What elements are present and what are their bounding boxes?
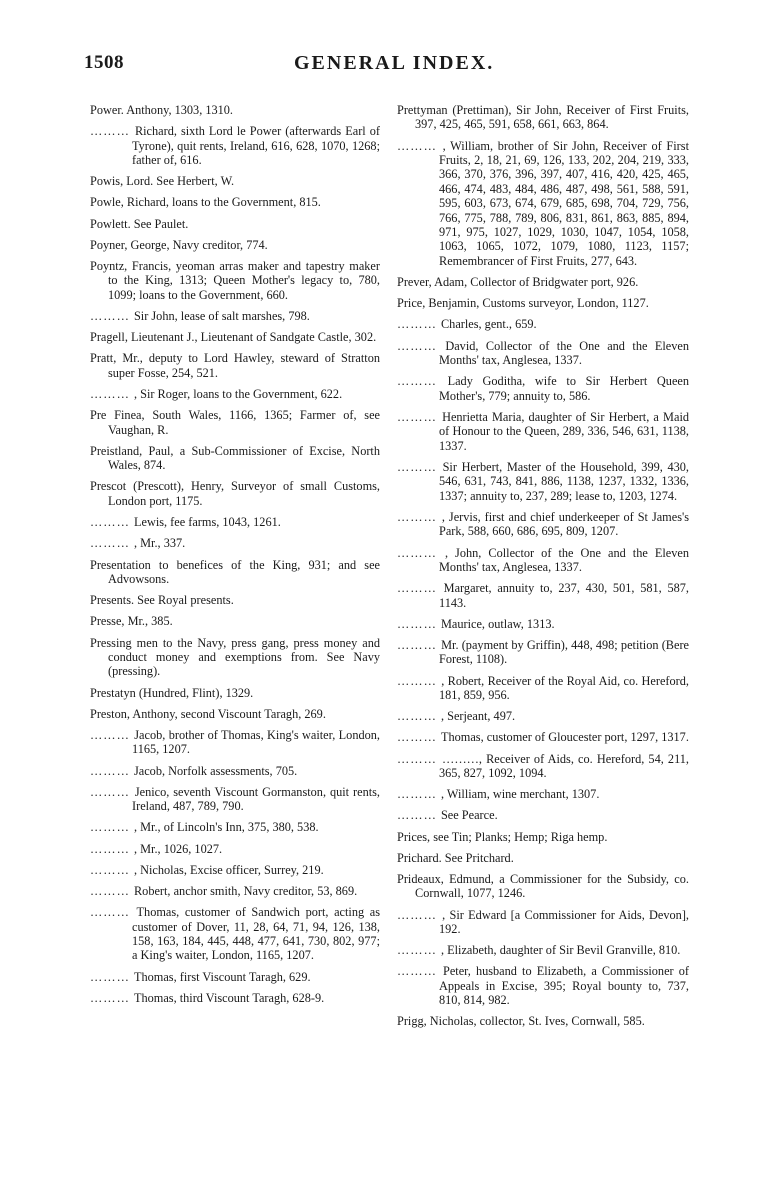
index-subentry: ……… Sir John, lease of salt marshes, 798. (90, 309, 380, 323)
index-subentry: ……… Thomas, third Viscount Taragh, 628-9. (90, 991, 380, 1005)
index-entry: Preston, Anthony, second Viscount Taragh, 269. (90, 706, 326, 721)
index-subentry: ……… , Sir Edward [a Commissioner for Aids, Devon], 192. (397, 908, 689, 937)
index-subentry: ……… Peter, husband to Elizabeth, a Commissioner of Appeals in Excise, 395; Royal bounty to, 737, 810, 814, 982. (397, 964, 689, 1007)
running-title: GENERAL INDEX. (294, 52, 495, 74)
index-entry: Prichard. See Pritchard. (397, 850, 514, 865)
index-entry: Poyntz, Francis, yeoman arras maker and tapestry maker to the King, 1313; Queen Mother's legacy to, 780, 1099; loans to the Government, 660. (90, 259, 380, 302)
index-subentry: ……… Thomas, customer of Sandwich port, acting as customer of Dover, 11, 28, 64, 71, 94, 126, 138, 158, 163, 184, 445, 448, 477, 641, 730, 802, 977; a King's waiter, London, 1165, 1207. (90, 905, 380, 963)
index-subentry: ……… ………, Receiver of Aids, co. Hereford, 54, 211, 365, 827, 1092, 1094. (397, 752, 689, 781)
index-subentry: ……… Jacob, brother of Thomas, King's waiter, London, 1165, 1207. (90, 728, 380, 757)
index-subentry: ……… Henrietta Maria, daughter of Sir Herbert, a Maid of Honour to the Queen, 289, 336, 546, 631, 1138, 1337. (397, 410, 689, 453)
index-subentry: ……… Lady Goditha, wife to Sir Herbert Queen Mother's, 779; annuity to, 586. (397, 374, 689, 403)
index-entry: Prestatyn (Hundred, Flint), 1329. (90, 685, 254, 700)
index-subentry: ……… , Nicholas, Excise officer, Surrey, 219. (90, 863, 380, 877)
index-entry: Prideaux, Edmund, a Commissioner for the Subsidy, co. Cornwall, 1077, 1246. (397, 872, 689, 901)
index-entry: Prescot (Prescott), Henry, Surveyor of small Customs, London port, 1175. (90, 479, 380, 508)
index-subentry: ……… Jenico, seventh Viscount Gormanston, quit rents, Ireland, 487, 789, 790. (90, 785, 380, 814)
index-subentry: ……… Mr. (payment by Griffin), 448, 498; petition (Bere Forest, 1108). (397, 638, 689, 667)
index-subentry: ……… Maurice, outlaw, 1313. (397, 617, 689, 631)
index-subentry: ……… Lewis, fee farms, 1043, 1261. (90, 515, 380, 529)
index-subentry: ……… Sir Herbert, Master of the Household, 399, 430, 546, 631, 743, 841, 886, 1138, 1237, 1332, 1336, 1337; annuity to, 237, 289; lease to, 1203, 1274. (397, 460, 689, 503)
index-subentry: ……… Richard, sixth Lord le Power (afterwards Earl of Tyrone), quit rents, Ireland, 616, 628, 1070, 1268; father of, 616. (90, 124, 380, 167)
index-subentry: ……… , Mr., 337. (90, 536, 380, 550)
page-header (0, 52, 770, 82)
index-entry: Powle, Richard, loans to the Government, 815. (90, 195, 321, 210)
index-entry: Presse, Mr., 385. (90, 614, 173, 629)
index-subentry: ……… , Sir Roger, loans to the Government, 622. (90, 387, 380, 401)
index-entry: Prigg, Nicholas, collector, St. Ives, Cornwall, 585. (397, 1014, 645, 1029)
index-subentry: ……… Robert, anchor smith, Navy creditor, 53, 869. (90, 884, 380, 898)
index-subentry: ……… , John, Collector of the One and the Eleven Months' tax, Anglesea, 1337. (397, 546, 689, 575)
index-entry: Powlett. See Paulet. (90, 216, 189, 231)
index-entry: Pre Finea, South Wales, 1166, 1365; Farmer of, see Vaughan, R. (90, 408, 380, 437)
index-entry: Price, Benjamin, Customs surveyor, London, 1127. (397, 296, 649, 311)
index-entry: Presentation to benefices of the King, 931; and see Advowsons. (90, 557, 380, 586)
index-subentry: ……… , Elizabeth, daughter of Sir Bevil Granville, 810. (397, 943, 689, 957)
index-subentry: ……… , Jervis, first and chief underkeeper of St James's Park, 588, 660, 686, 695, 809, 1207. (397, 510, 689, 539)
index-subentry: ……… , Serjeant, 497. (397, 709, 689, 723)
index-entry: Prices, see Tin; Planks; Hemp; Riga hemp. (397, 829, 608, 844)
index-entry: Poyner, George, Navy creditor, 774. (90, 237, 268, 252)
index-entry: Pragell, Lieutenant J., Lieutenant of Sandgate Castle, 302. (90, 330, 377, 345)
page-number: 1508 (84, 52, 124, 73)
index-entry: Presents. See Royal presents. (90, 593, 234, 608)
index-subentry: ……… Thomas, customer of Gloucester port, 1297, 1317. (397, 730, 689, 744)
index-subentry: ……… David, Collector of the One and the Eleven Months' tax, Anglesea, 1337. (397, 339, 689, 368)
right-column (397, 103, 689, 1036)
index-subentry: ……… , William, wine merchant, 1307. (397, 787, 689, 801)
index-subentry: ……… Margaret, annuity to, 237, 430, 501, 581, 587, 1143. (397, 581, 689, 610)
index-subentry: ……… , William, brother of Sir John, Receiver of First Fruits, 2, 18, 21, 69, 126, 133, 202, 204, 219, 333, 366, 370, 376, 396, 397, 407, 416, 420, 425, 465, 466, 474, 483, 484, 486, 487, 498, 561, 588, 591, 595, 603, 673, 674, 679, 685, 698, 704, 729, 756, 766, 775, 788, 789, 806, 831, 861, 863, 885, 894, 971, 975, 1027, 1029, 1030, 1047, 1054, 1058, 1063, 1065, 1072, 1079, 1080, 1123, 1157; Remembrancer of First Fruits, 277, 643. (397, 139, 689, 269)
index-subentry: ……… , Robert, Receiver of the Royal Aid, co. Hereford, 181, 859, 956. (397, 674, 689, 703)
index-entry: Preistland, Paul, a Sub-Commissioner of Excise, North Wales, 874. (90, 443, 380, 473)
index-entry: Power. Anthony, 1303, 1310. (90, 103, 234, 117)
left-column (90, 103, 380, 1012)
index-subentry: ……… , Mr., 1026, 1027. (90, 842, 380, 856)
index-entry: Prettyman (Prettiman), Sir John, Receiver of First Fruits, 397, 425, 465, 591, 658, 661, 663, 864. (397, 103, 689, 132)
index-subentry: ……… Jacob, Norfolk assessments, 705. (90, 764, 380, 778)
index-entry: Pratt, Mr., deputy to Lord Hawley, steward of Stratton super Fosse, 254, 521. (90, 351, 380, 380)
index-subentry: ……… See Pearce. (397, 808, 689, 822)
index-subentry: ……… Charles, gent., 659. (397, 317, 689, 331)
index-subentry: ……… Thomas, first Viscount Taragh, 629. (90, 970, 380, 984)
index-entry: Pressing men to the Navy, press gang, press money and conduct money and exemptions from. See Navy (pressing). (90, 635, 380, 679)
index-subentry: ……… , Mr., of Lincoln's Inn, 375, 380, 538. (90, 820, 380, 834)
index-entry: Prever, Adam, Collector of Bridgwater port, 926. (397, 275, 639, 290)
index-entry: Powis, Lord. See Herbert, W. (90, 174, 235, 189)
